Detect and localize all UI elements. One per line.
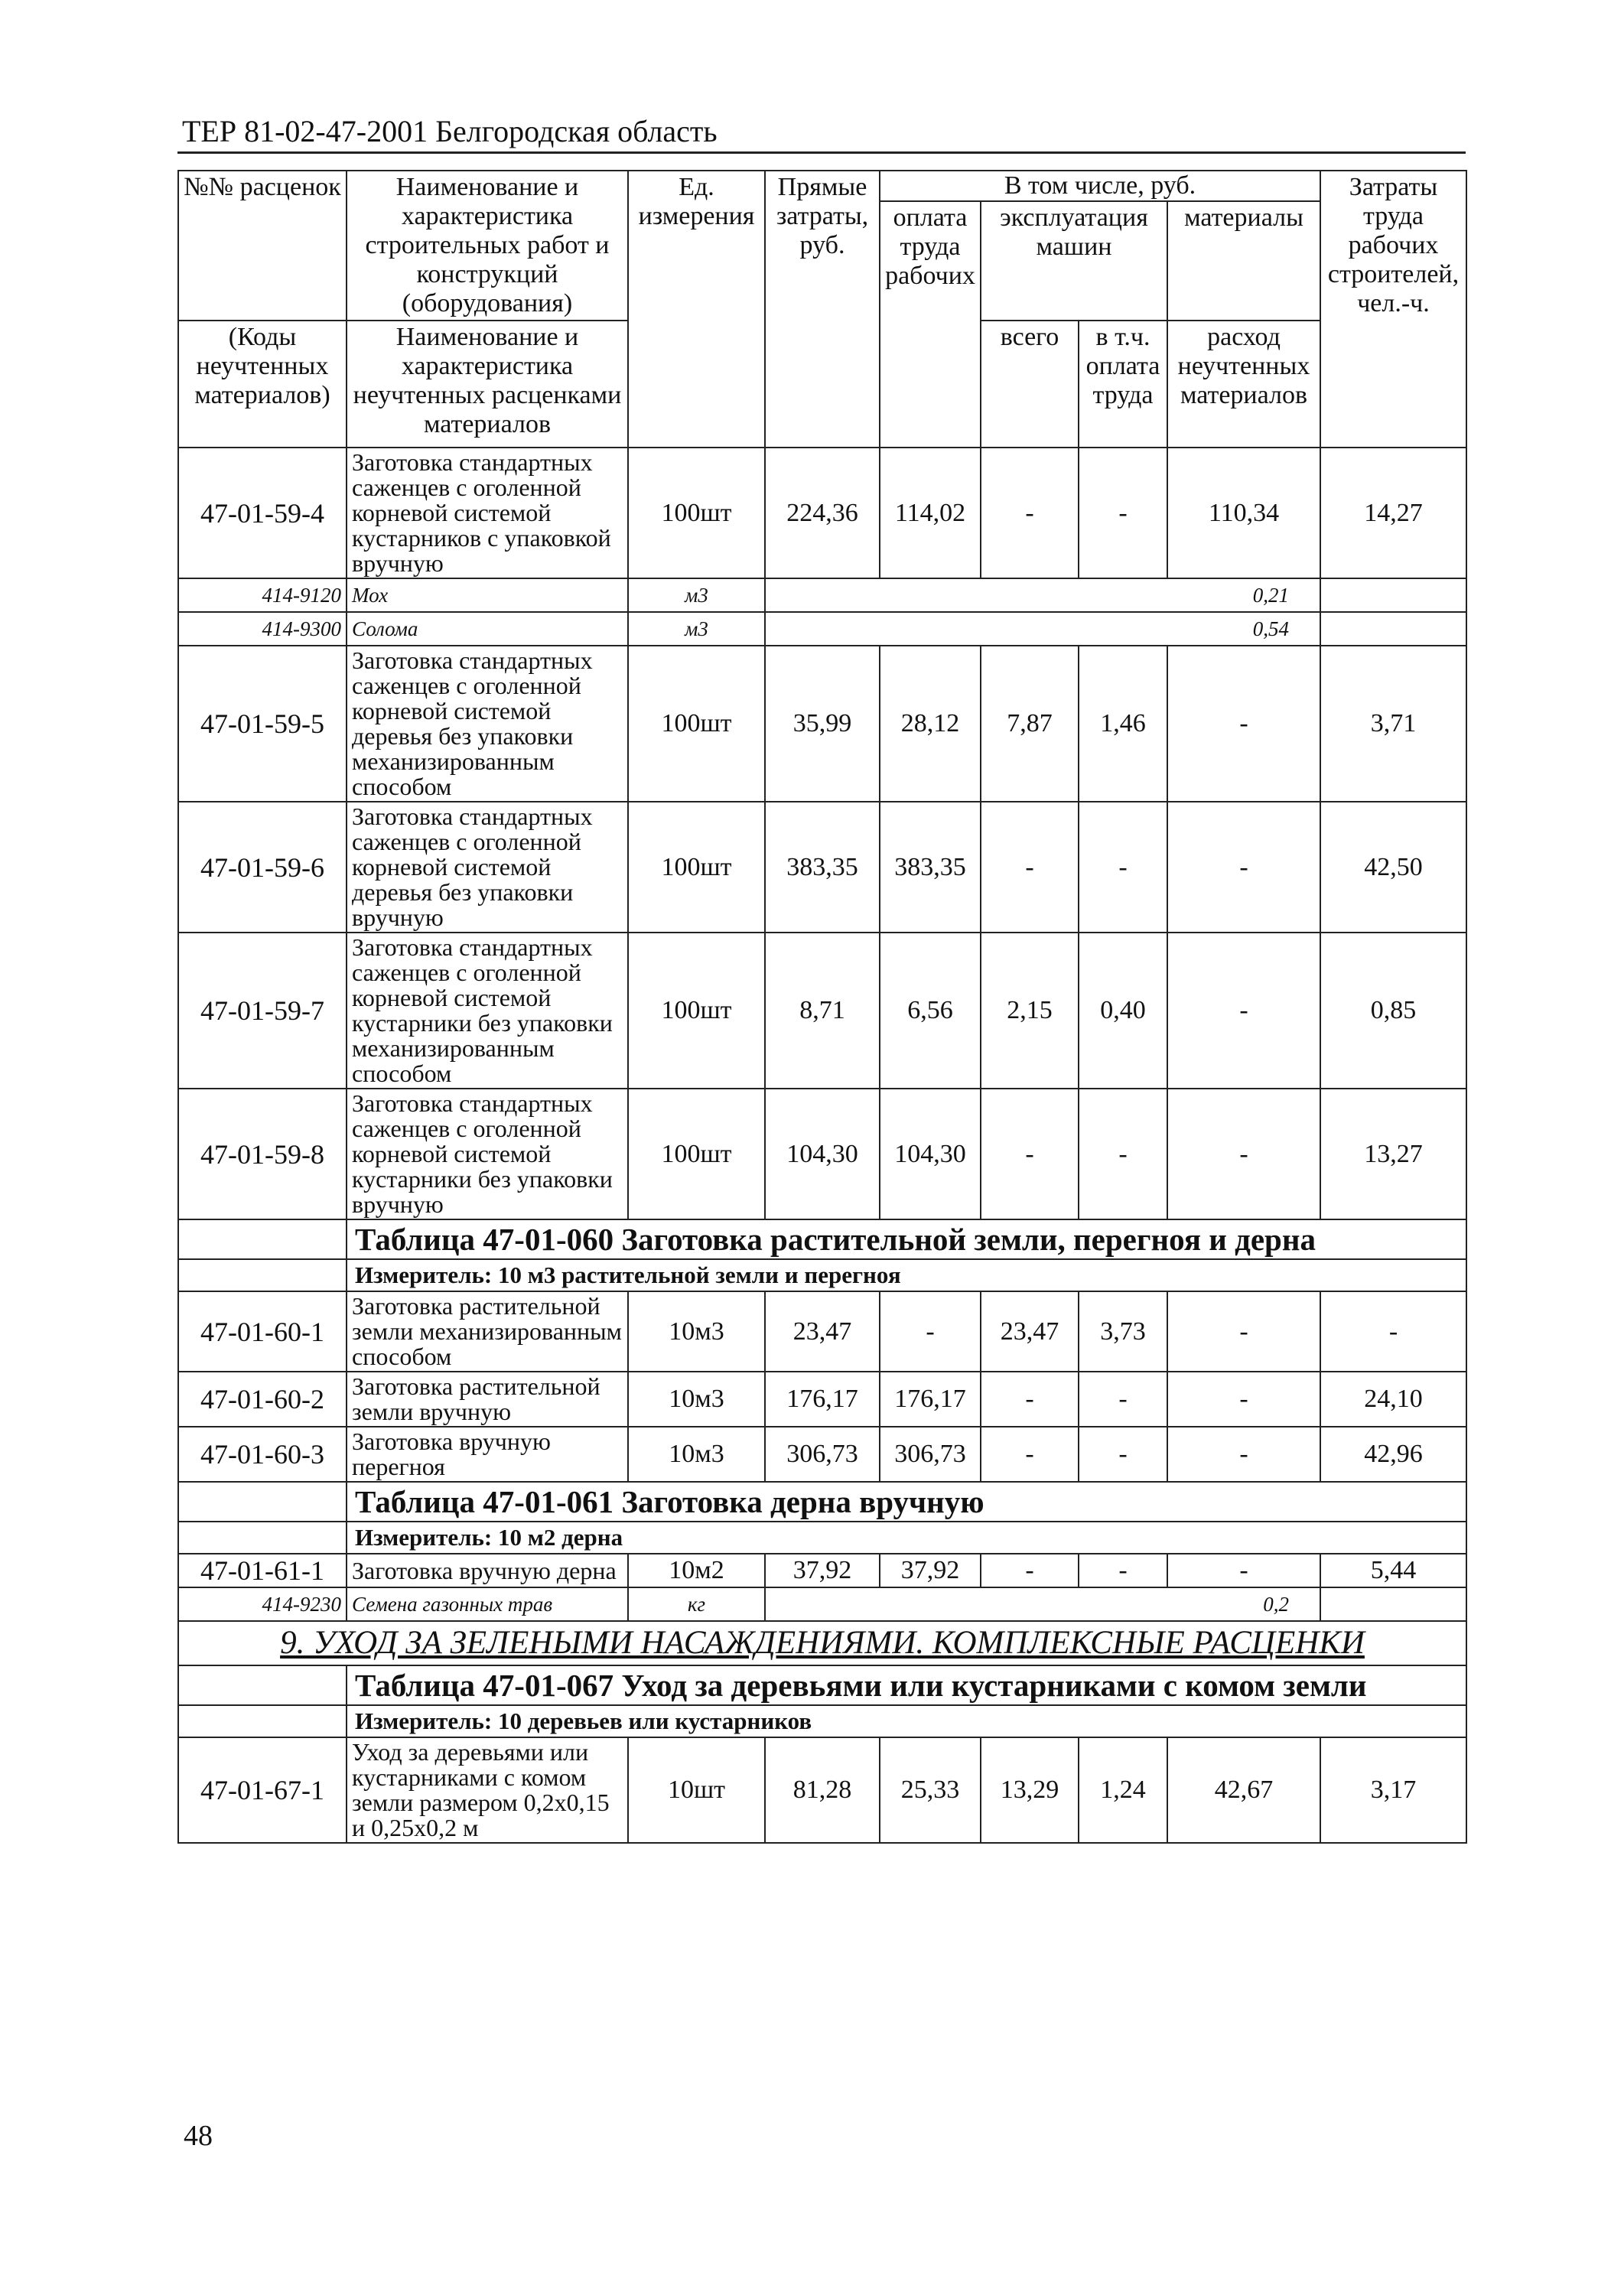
rate-row xyxy=(178,448,1466,578)
rates-table xyxy=(177,170,1467,1844)
rate-machines: 2,15 xyxy=(981,933,1079,1089)
measure-text: Измеритель: 10 деревьев или кустарников xyxy=(347,1705,1466,1737)
rate-materials: - xyxy=(1167,802,1320,933)
rate-row xyxy=(178,1554,1466,1587)
rate-name: Заготовка стандартных саженцев с оголенной корневой системой деревья без упаковки механизированным способом xyxy=(347,646,628,802)
title-spacer xyxy=(178,1665,347,1705)
measure-row xyxy=(178,1522,1466,1554)
rate-machines-labor: 1,46 xyxy=(1079,646,1167,802)
table-title-row xyxy=(178,1219,1466,1259)
rate-machines-labor: 3,73 xyxy=(1079,1291,1167,1372)
section-title: 9. УХОД ЗА ЗЕЛЕНЫМИ НАСАЖДЕНИЯМИ. КОМПЛЕКСНЫЕ РАСЦЕНКИ xyxy=(178,1621,1466,1665)
col-materials-header: материалы xyxy=(1167,201,1320,321)
material-row xyxy=(178,578,1466,612)
rate-name: Заготовка растительной земли механизированным способом xyxy=(347,1291,628,1372)
material-name: Мох xyxy=(347,578,628,612)
rate-machines-labor: - xyxy=(1079,1554,1167,1587)
rate-direct: 37,92 xyxy=(765,1554,880,1587)
header-rule xyxy=(177,151,1466,154)
rate-unit: 10м3 xyxy=(628,1372,765,1427)
rate-unit: 100шт xyxy=(628,646,765,802)
rate-direct: 104,30 xyxy=(765,1089,880,1219)
title-spacer xyxy=(178,1482,347,1522)
measure-text: Измеритель: 10 м2 дерна xyxy=(347,1522,1466,1554)
rate-name: Заготовка стандартных саженцев с оголенной корневой системой кустарников с упаковкой вручную xyxy=(347,448,628,578)
rate-direct: 81,28 xyxy=(765,1737,880,1843)
rate-labor: 383,35 xyxy=(880,802,981,933)
rate-direct: 176,17 xyxy=(765,1372,880,1427)
rate-hours: 42,96 xyxy=(1320,1427,1466,1482)
col-unit-header: Ед. измерения xyxy=(628,171,765,448)
table-title: Таблица 47-01-060 Заготовка растительной земли, перегноя и дерна xyxy=(347,1219,1466,1259)
rate-materials: - xyxy=(1167,1554,1320,1587)
material-amount: 0,2 xyxy=(765,1587,1320,1621)
rate-hours: 24,10 xyxy=(1320,1372,1466,1427)
rate-machines-labor: - xyxy=(1079,448,1167,578)
rate-code: 47-01-60-1 xyxy=(178,1291,347,1372)
rate-hours: 42,50 xyxy=(1320,802,1466,933)
rate-row xyxy=(178,1291,1466,1372)
page-number: 48 xyxy=(184,2120,213,2152)
material-unit: м3 xyxy=(628,578,765,612)
rate-unit: 100шт xyxy=(628,1089,765,1219)
rate-row xyxy=(178,933,1466,1089)
rate-machines-labor: 1,24 xyxy=(1079,1737,1167,1843)
col-direct-header: Прямые затраты, руб. xyxy=(765,171,880,448)
rate-materials: - xyxy=(1167,646,1320,802)
rate-code: 47-01-60-3 xyxy=(178,1427,347,1482)
rate-machines-labor: - xyxy=(1079,1089,1167,1219)
rate-row xyxy=(178,1427,1466,1482)
rate-code: 47-01-59-5 xyxy=(178,646,347,802)
rate-unit: 100шт xyxy=(628,802,765,933)
rate-hours: 14,27 xyxy=(1320,448,1466,578)
rate-direct: 8,71 xyxy=(765,933,880,1089)
title-spacer xyxy=(178,1219,347,1259)
material-row xyxy=(178,612,1466,646)
material-amount: 0,21 xyxy=(765,578,1320,612)
rate-unit: 10м3 xyxy=(628,1427,765,1482)
rate-name: Заготовка растительной земли вручную xyxy=(347,1372,628,1427)
rate-unit: 10м3 xyxy=(628,1291,765,1372)
rate-code: 47-01-60-2 xyxy=(178,1372,347,1427)
col-mach-labor-header: в т.ч. оплата труда xyxy=(1079,321,1167,448)
col-name-header: Наименование и характеристика строительных работ и конструкций (оборудования) xyxy=(347,171,628,321)
material-unit: кг xyxy=(628,1587,765,1621)
rate-unit: 100шт xyxy=(628,933,765,1089)
rate-materials: - xyxy=(1167,1089,1320,1219)
rate-name: Заготовка вручную дерна xyxy=(347,1554,628,1587)
rate-code: 47-01-67-1 xyxy=(178,1737,347,1843)
rate-name: Заготовка стандартных саженцев с оголенной корневой системой кустарники без упаковки вручную xyxy=(347,1089,628,1219)
measure-text: Измеритель: 10 м3 растительной земли и перегноя xyxy=(347,1259,1466,1291)
rate-labor: 25,33 xyxy=(880,1737,981,1843)
rate-machines: - xyxy=(981,1089,1079,1219)
rate-machines: 7,87 xyxy=(981,646,1079,802)
material-code: 414-9230 xyxy=(178,1587,347,1621)
col-materials-alt-header: расход неучтенных материалов xyxy=(1167,321,1320,448)
material-name: Семена газонных трав xyxy=(347,1587,628,1621)
rate-name: Уход за деревьями или кустарниками с комом земли размером 0,2х0,15 и 0,25х0,2 м xyxy=(347,1737,628,1843)
rate-unit: 10шт xyxy=(628,1737,765,1843)
material-empty xyxy=(1320,612,1466,646)
rate-direct: 35,99 xyxy=(765,646,880,802)
rate-labor: 6,56 xyxy=(880,933,981,1089)
rate-code: 47-01-61-1 xyxy=(178,1554,347,1587)
rate-machines: - xyxy=(981,1554,1079,1587)
rate-code: 47-01-59-4 xyxy=(178,448,347,578)
col-code-alt-header: (Коды неучтенных материалов) xyxy=(178,321,347,448)
material-name: Солома xyxy=(347,612,628,646)
rate-materials: - xyxy=(1167,1291,1320,1372)
rate-machines: 23,47 xyxy=(981,1291,1079,1372)
rate-materials: - xyxy=(1167,1427,1320,1482)
rate-labor: 114,02 xyxy=(880,448,981,578)
page-header: ТЕР 81-02-47-2001 Белгородская область xyxy=(182,114,718,148)
measure-spacer xyxy=(178,1259,347,1291)
rate-unit: 100шт xyxy=(628,448,765,578)
col-hours-header: Затраты труда рабочих строителей, чел.-ч. xyxy=(1320,171,1466,448)
rate-hours: 3,71 xyxy=(1320,646,1466,802)
rate-materials: 42,67 xyxy=(1167,1737,1320,1843)
rate-labor: 176,17 xyxy=(880,1372,981,1427)
material-empty xyxy=(1320,578,1466,612)
rate-machines-labor: 0,40 xyxy=(1079,933,1167,1089)
rate-machines: 13,29 xyxy=(981,1737,1079,1843)
rate-labor: 104,30 xyxy=(880,1089,981,1219)
material-row xyxy=(178,1587,1466,1621)
rate-hours: 13,27 xyxy=(1320,1089,1466,1219)
measure-row xyxy=(178,1259,1466,1291)
rate-labor: - xyxy=(880,1291,981,1372)
material-empty xyxy=(1320,1587,1466,1621)
rate-code: 47-01-59-6 xyxy=(178,802,347,933)
rate-machines-labor: - xyxy=(1079,802,1167,933)
rate-direct: 383,35 xyxy=(765,802,880,933)
rate-labor: 37,92 xyxy=(880,1554,981,1587)
material-code: 414-9120 xyxy=(178,578,347,612)
rate-materials: 110,34 xyxy=(1167,448,1320,578)
col-machines-header: эксплуатация машин xyxy=(981,201,1167,321)
col-code-header: №№ расценок xyxy=(178,171,347,321)
material-code: 414-9300 xyxy=(178,612,347,646)
rate-name: Заготовка стандартных саженцев с оголенной корневой системой кустарники без упаковки механизированным способом xyxy=(347,933,628,1089)
rate-hours: 0,85 xyxy=(1320,933,1466,1089)
rate-materials: - xyxy=(1167,1372,1320,1427)
rate-machines-labor: - xyxy=(1079,1427,1167,1482)
header-row-1 xyxy=(178,171,1466,201)
table-title: Таблица 47-01-061 Заготовка дерна вручную xyxy=(347,1482,1466,1522)
rate-row xyxy=(178,646,1466,802)
rate-materials: - xyxy=(1167,933,1320,1089)
rate-row xyxy=(178,1737,1466,1843)
rate-code: 47-01-59-7 xyxy=(178,933,347,1089)
rate-machines: - xyxy=(981,1372,1079,1427)
rate-name: Заготовка стандартных саженцев с оголенной корневой системой деревья без упаковки вручную xyxy=(347,802,628,933)
rate-machines: - xyxy=(981,802,1079,933)
rate-labor: 28,12 xyxy=(880,646,981,802)
section-row xyxy=(178,1621,1466,1665)
rate-machines: - xyxy=(981,448,1079,578)
table-title-row xyxy=(178,1665,1466,1705)
measure-row xyxy=(178,1705,1466,1737)
col-name-alt-header: Наименование и характеристика неучтенных расценками материалов xyxy=(347,321,628,448)
col-incl-header: В том числе, руб. xyxy=(880,171,1320,201)
rate-hours: 3,17 xyxy=(1320,1737,1466,1843)
material-amount: 0,54 xyxy=(765,612,1320,646)
rate-labor: 306,73 xyxy=(880,1427,981,1482)
rate-hours: 5,44 xyxy=(1320,1554,1466,1587)
rate-row xyxy=(178,802,1466,933)
rate-name: Заготовка вручную перегноя xyxy=(347,1427,628,1482)
rate-row xyxy=(178,1372,1466,1427)
rate-machines-labor: - xyxy=(1079,1372,1167,1427)
col-labor-header: оплата труда рабочих xyxy=(880,201,981,448)
rate-machines: - xyxy=(981,1427,1079,1482)
material-unit: м3 xyxy=(628,612,765,646)
measure-spacer xyxy=(178,1522,347,1554)
measure-spacer xyxy=(178,1705,347,1737)
rate-hours: - xyxy=(1320,1291,1466,1372)
table-title-row xyxy=(178,1482,1466,1522)
rate-row xyxy=(178,1089,1466,1219)
rate-direct: 306,73 xyxy=(765,1427,880,1482)
col-mach-total-header: всего xyxy=(981,321,1079,448)
table-title: Таблица 47-01-067 Уход за деревьями или кустарниками с комом земли xyxy=(347,1665,1466,1705)
rate-direct: 224,36 xyxy=(765,448,880,578)
rate-unit: 10м2 xyxy=(628,1554,765,1587)
rate-direct: 23,47 xyxy=(765,1291,880,1372)
rate-code: 47-01-59-8 xyxy=(178,1089,347,1219)
